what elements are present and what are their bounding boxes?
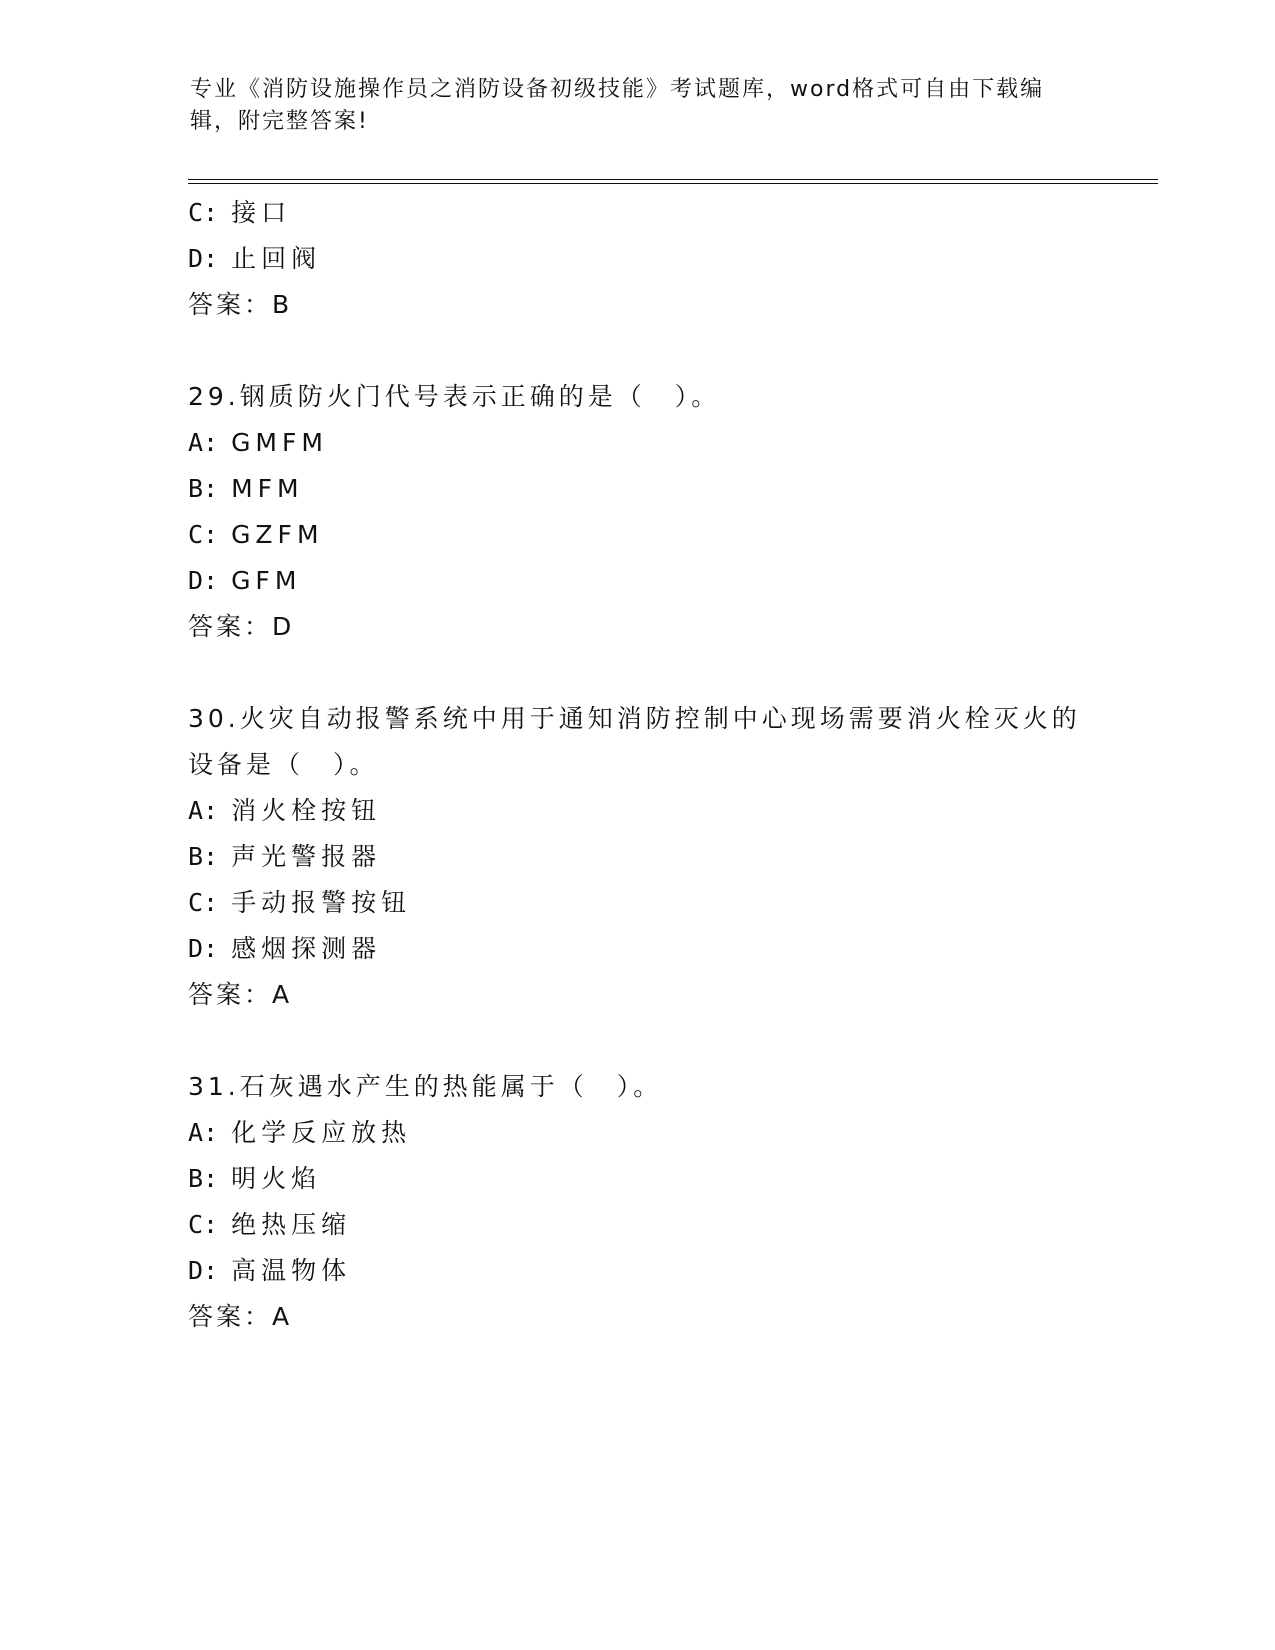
option-label: C: xyxy=(188,198,219,227)
option-text: 止回阀 xyxy=(231,244,322,273)
option-text: GFM xyxy=(231,566,302,595)
header-divider-bottom xyxy=(188,183,1158,184)
question-list xyxy=(188,190,1108,1340)
option-text: 感烟探测器 xyxy=(231,934,382,963)
option-label: D: xyxy=(188,244,219,273)
answer-line: 答案：A xyxy=(188,980,293,1009)
option-label: A: xyxy=(188,1118,219,1147)
option-text: 明火焰 xyxy=(231,1164,322,1193)
question-28-continued xyxy=(188,190,1108,328)
option-text: 绝热压缩 xyxy=(231,1210,352,1239)
question-30 xyxy=(188,696,1108,1018)
option-text: 手动报警按钮 xyxy=(231,888,412,917)
option-text: GMFM xyxy=(231,428,328,457)
option-c xyxy=(188,1202,1108,1248)
page-header xyxy=(190,74,1090,138)
option-label: B: xyxy=(188,474,219,503)
spacer xyxy=(188,1018,1108,1064)
question-title: 29.钢质防火门代号表示正确的是（ ）。 xyxy=(188,382,721,411)
header-line-1: 专业《消防设施操作员之消防设备初级技能》考试题库，word格式可自由下载编 xyxy=(190,77,1045,102)
option-d xyxy=(188,558,1108,604)
option-label: D: xyxy=(188,934,219,963)
option-label: D: xyxy=(188,1256,219,1285)
answer-line: 答案：D xyxy=(188,612,295,641)
option-b xyxy=(188,834,1108,880)
option-c xyxy=(188,190,1108,236)
header-divider-top xyxy=(188,179,1158,180)
question-title: 31.石灰遇水产生的热能属于（ ）。 xyxy=(188,1072,663,1101)
option-text: 高温物体 xyxy=(231,1256,352,1285)
option-b xyxy=(188,466,1108,512)
option-text: 声光警报器 xyxy=(231,842,382,871)
option-label: B: xyxy=(188,842,219,871)
option-text: 接口 xyxy=(231,198,292,227)
option-d xyxy=(188,1248,1108,1294)
option-label: C: xyxy=(188,888,219,917)
option-label: A: xyxy=(188,796,219,825)
option-a xyxy=(188,1110,1108,1156)
answer-line: 答案：A xyxy=(188,1302,293,1331)
question-29 xyxy=(188,374,1108,650)
option-label: B: xyxy=(188,1164,219,1193)
option-label: D: xyxy=(188,566,219,595)
question-31 xyxy=(188,1064,1108,1340)
option-a xyxy=(188,788,1108,834)
option-d xyxy=(188,236,1108,282)
option-text: MFM xyxy=(231,474,304,503)
option-text: 消火栓按钮 xyxy=(231,796,382,825)
option-text: 化学反应放热 xyxy=(231,1118,412,1147)
option-c xyxy=(188,880,1108,926)
option-d xyxy=(188,926,1108,972)
option-label: C: xyxy=(188,1210,219,1239)
header-line-2: 辑，附完整答案! xyxy=(190,109,369,134)
question-title-line-1: 30.火灾自动报警系统中用于通知消防控制中心现场需要消火栓灭火的 xyxy=(188,704,1081,733)
option-label: C: xyxy=(188,520,219,549)
answer-line: 答案：B xyxy=(188,290,293,319)
option-a xyxy=(188,420,1108,466)
option-text: GZFM xyxy=(231,520,324,549)
option-c xyxy=(188,512,1108,558)
option-label: A: xyxy=(188,428,219,457)
option-b xyxy=(188,1156,1108,1202)
question-title-line-2: 设备是（ ）。 xyxy=(188,750,379,779)
spacer xyxy=(188,650,1108,696)
spacer xyxy=(188,328,1108,374)
